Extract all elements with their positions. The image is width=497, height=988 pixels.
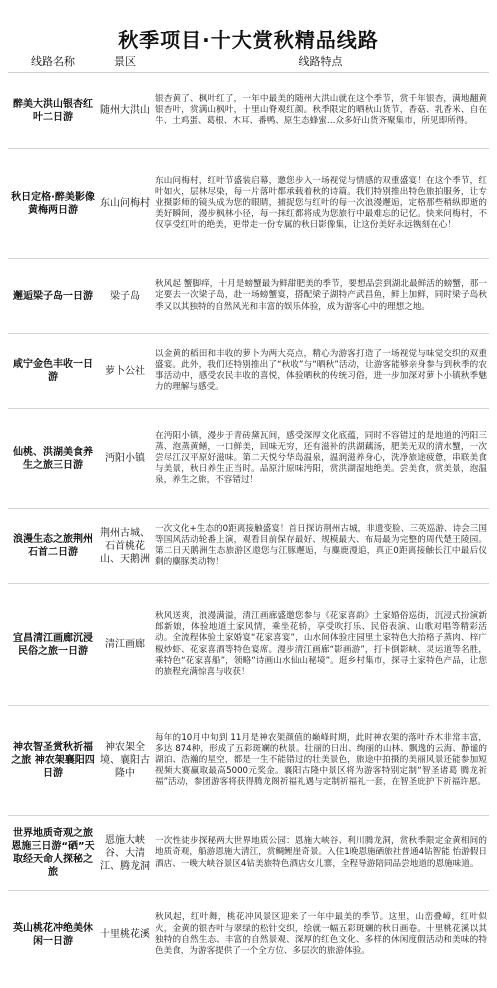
table-row	[8, 409, 489, 509]
route-features: 秋风起 蟹脚痒，十月是螃蟹最为鲜甜肥美的季节，要想品尝到湖北最鲜活的螃蟹，那一定要去一次梁子岛，赴一场螃蟹宴，搭配梁子湖特产武昌鱼，鲜上加鲜，同时梁子岛秋季又以其独特的自然风光和丰富的娱乐体验，成为游客心中的理想之地。	[152, 259, 489, 334]
header-features: 线路特点	[152, 50, 489, 73]
route-features: 一次性徒步探秘两大世界地质公园：恩施大峡谷、利川腾龙洞，赏秋季限定金黄相间的地质奇观，船游恩施大清江，赏鲷鲤崖奇景。入住1晚恩施硒旅社普通4钻智能 怡游假日酒店、一晚大峡谷景区4钻美旅特色酒店女儿寨，全程导游陪同品尝地道的恩施味道。	[152, 816, 489, 891]
route-features: 在沔阳小镇，漫步于青砖黛瓦间，感受深厚文化底蕴，同时不容错过的是地道的沔阳三蒸、泡蒸黄鳝，一口鲜美，回味无穷，还有滋补的洪湖藕汤，肥美无双的清水蟹，一次尝尽江汉平原好滋味。第二天悦兮华岛温泉，温润滋养身心，洗净旅途疲惫，串联美食与美景，秋日养生正当时。品原汁原味沔阳，赏洪湖湿地绝美。尝美食，赏美景，泡温泉，养生之旅，不容错过！	[152, 409, 489, 509]
route-name: 英山桃花冲绝美休闲一日游	[8, 891, 98, 979]
route-features: 东山问梅村，红叶节盛装启幕，邀您步入一场视觉与情感的双重盛宴！在这个季节，红叶如火，层林尽染，每一片落叶都承载着秋的诗篇。我们特别推出特色旅拍服务，让专业摄影师的镜头成为您的眼睛，捕捉您与红叶的每一次浪漫邂逅，定格那些稍纵即逝的美好瞬间，漫步枫林小径，每一抹红都将成为您旅行中最难忘的记忆。快来问梅村，不仅享受红叶的绝美，更带走一份专属的秋日影像集，让这份美好永远镌刻在心！	[152, 149, 489, 259]
table-row	[8, 73, 489, 149]
route-name: 神农智圣赏秋祈福之旅 神农架襄阳四日游	[8, 706, 98, 816]
route-name: 浪漫生态之旅荆州石首二日游	[8, 509, 98, 584]
route-name: 咸宁金色丰收一日游	[8, 334, 98, 409]
route-name: 宜昌清江画廊沉浸民俗之旅一日游	[8, 584, 98, 706]
route-scenic: 十里桃花溪	[98, 891, 152, 979]
route-scenic: 东山问梅村	[98, 149, 152, 259]
route-features: 秋风送爽，浪漫满溢，清江画廊盛邀您参与《花家喜韵》土家婚俗巡街，沉浸式扮演新郎新娘，体验地道土家风情，乘坐花轿，享受吹打乐、民俗表演、山歌对唱等精彩活动。全流程体验土家婚宴“花家喜宴”，山水间体验庄园里土家特色大抬格子蒸肉、梓广椒炒虾、花家喜酒等特色宴席。漫步清江画廊“影画游”，打卡倒影峡、灵运道等名胜，乘特色“花家喜船”，领略“诗画山水仙山秘境”。逛乡村集市，探寻土家特色产品，让您的旅程充满惊喜与收获！	[152, 584, 489, 706]
route-scenic: 荆州古城、石首桃花山、天鹅洲	[98, 509, 152, 584]
header-route-name: 线路名称	[8, 50, 98, 73]
route-scenic: 恩施大峡谷、大清江、腾龙洞	[98, 816, 152, 891]
table-row	[8, 259, 489, 334]
route-name: 醉美大洪山银杏红叶二日游	[8, 73, 98, 149]
table-row	[8, 509, 489, 584]
table-header-row	[8, 50, 489, 73]
route-name: 秋日定格·醉美影像黄梅两日游	[8, 149, 98, 259]
route-name: 仙桃、洪湖美食养生之旅三日游	[8, 409, 98, 509]
route-features: 一次文化+生态的0距离接触盛宴！首日探访荆州古城，非遗变脸、三英巡游、诗会三国等国风活动轮番上演，观看目前保存最好、规模最大、布局最为完整的周代楚王陵园。第二日天鹅洲生态旅游区遨您与江豚邂逅，与麋鹿漫追，真正0距离接触长江中最后仪剩的麋豚类动物！	[152, 509, 489, 584]
page-title: 秋季项目·十大赏秋精品线路	[118, 28, 379, 52]
route-scenic: 神农架全境、襄阳古隆中	[98, 706, 152, 816]
table-row	[8, 584, 489, 706]
route-name: 世界地质奇观之旅恩施三日游“硒”天取经天命人探秘之旅	[8, 816, 98, 891]
routes-table	[8, 50, 489, 979]
route-features: 银杏黄了、枫叶红了，一年中最美的随州大洪山就在这个季节，赏千年银杏，满地翻黄银杏叶，赏满山枫叶，十里山脊观红颜。秋季限定的晒秋山货节，香菇、乳香米、自在牛、土鸡蛋、葛根、木耳、番鸭、原生态蜂蜜…众多好山货齐聚集市，所见即所得。	[152, 73, 489, 149]
route-features: 以金黄的稻田和丰收的萝卜为两大亮点，精心为游客打造了一场视觉与味觉交织的双重盛宴。此外，我们还特别推出了“秋收”与“晒秋”活动，让游客能够亲身参与到秋季的农事活动中，感受农民丰收的喜悦，体验晒秋的传统习俗，进一步加深对萝卜小镇秋季魅力的理解与感受。	[152, 334, 489, 409]
table-row	[8, 891, 489, 979]
route-features: 每年的10月中旬到 11月是神农架颜值的巅峰时期，此时神农架的落叶乔木非常丰富，多达 874种，形成了五彩斑斓的秋景。壮丽的日出、绚丽的山林、飘逸的云海、静谧的湖泊、浩瀚的星空，都是一生不能错过的壮美景色，旅途中拍摄的美丽风景还能参加短视频大赛赢取最高5000元奖金。襄阳古隆中景区将为游客特别定制“智圣诸葛 腾龙祈福”活动，参团游客将获得腾龙阁祈福礼遇与定制祈福礼一套，在智圣庇护下祈福许愿。	[152, 706, 489, 816]
route-scenic: 清江画廊	[98, 584, 152, 706]
table-row	[8, 816, 489, 891]
route-scenic: 梁子岛	[98, 259, 152, 334]
route-scenic: 沔阳小镇	[98, 409, 152, 509]
table-row	[8, 149, 489, 259]
table-row	[8, 334, 489, 409]
header-scenic: 景区	[98, 50, 152, 73]
table-row	[8, 706, 489, 816]
route-scenic: 随州大洪山	[98, 73, 152, 149]
route-scenic: 萝卜公社	[98, 334, 152, 409]
route-features: 秋风起，红叶舞，桃花冲风景区迎来了一年中最美的季节。这里，山峦叠嶂，红叶似火，金黄的银杏叶与翠绿的松针交织，绘就一幅五彩斑斓的秋日画卷。十里桃花溪以其独特的自然生态、丰富的自然景观、深厚的红色文化、多样的休闲度假活动和美味的特色美食，为游客提供了一个全方位、多层次的旅游体验。	[152, 891, 489, 979]
route-name: 邂逅梁子岛一日游	[8, 259, 98, 334]
